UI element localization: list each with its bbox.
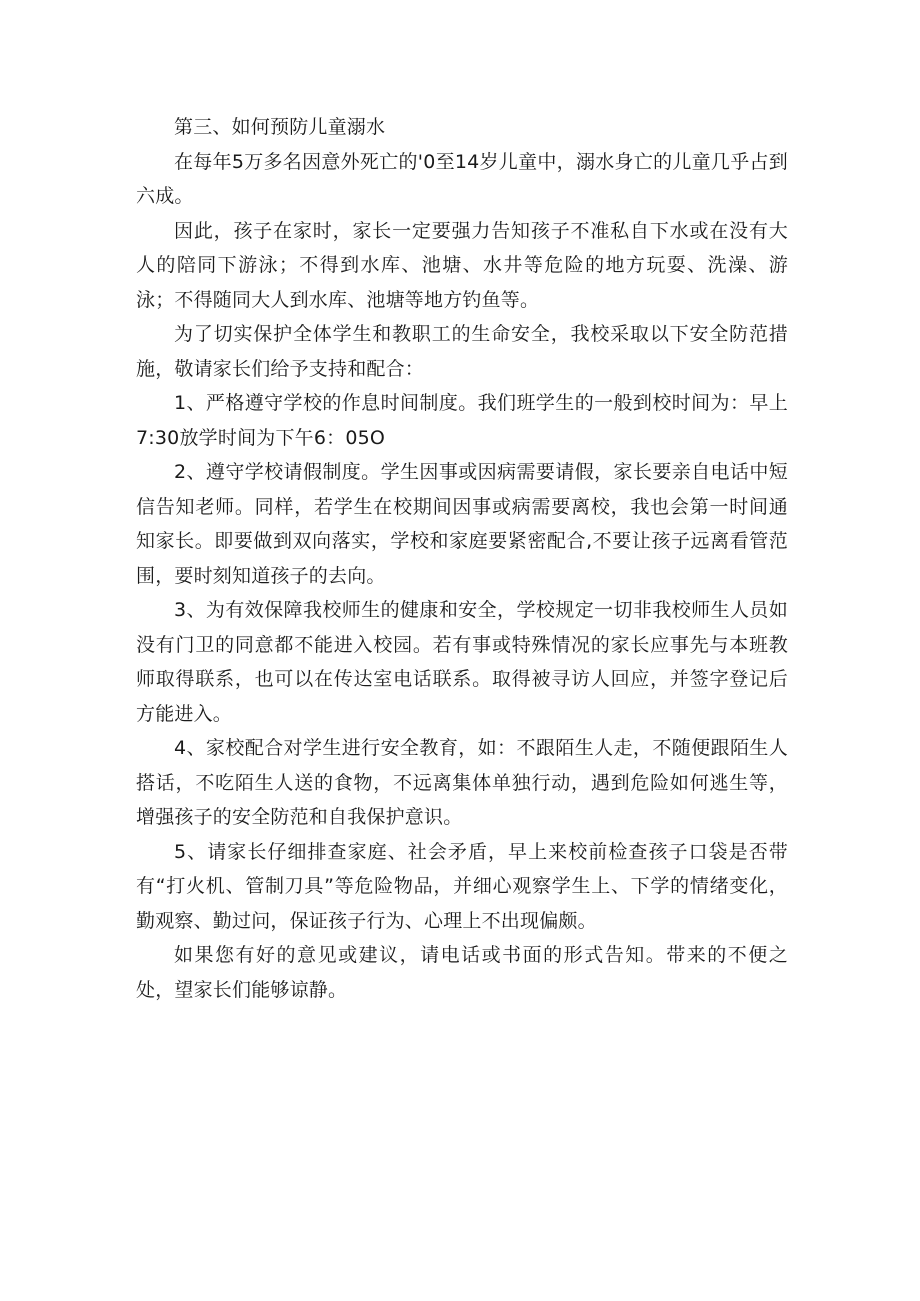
- paragraph-item-4: 4、家校配合对学生进行安全教育，如：不跟陌生人走，不随便跟陌生人搭话，不吃陌生人送的食物，不远离集体单独行动，遇到危险如何逃生等，增强孩子的安全防范和自我保护意识。: [136, 737, 788, 828]
- paragraph-intro: 在每年5万多名因意外死亡的'0至14岁儿童中，溺水身亡的儿童几乎占到六成。: [136, 150, 788, 207]
- document-body: [136, 110, 788, 1007]
- paragraph-item-5: 5、请家长仔细排查家庭、社会矛盾，早上来校前检查孩子口袋是否带有“打火机、管制刀具”等危险物品，并细心观察学生上、下学的情绪变化，勤观察、勤过问，保证孩子行为、心理上不出现偏颇。: [136, 840, 788, 932]
- paragraph-parents-warning: 因此，孩子在家时，家长一定要强力告知孩子不准私自下水或在没有大人的陪同下游泳；不得到水库、池塘、水井等危险的地方玩耍、洗澡、游泳；不得随同大人到水库、池塘等地方钓鱼等。: [136, 219, 788, 311]
- section-title: 第三、如何预防儿童溺水: [174, 116, 386, 138]
- paragraph-item-2: 2、遵守学校请假制度。学生因事或因病需要请假，家长要亲自电话中短信告知老师。同样，若学生在校期间因事或病需要离校，我也会第一时间通知家长。即要做到双向落实，学校和家庭要紧密配合,不要让孩子远离看管范围，要时刻知道孩子的去向。: [136, 461, 788, 587]
- paragraph-closing: 如果您有好的意见或建议，请电话或书面的形式告知。带来的不便之处，望家长们能够谅静。: [136, 944, 788, 1001]
- paragraph-item-1: 1、严格遵守学校的作息时间制度。我们班学生的一般到校时间为：早上7:30放学时间为下午6：05O: [136, 392, 788, 449]
- paragraph-item-3: 3、为有效保障我校师生的健康和安全，学校规定一切非我校师生人员如没有门卫的同意都不能进入校园。若有事或特殊情况的家长应事先与本班教师取得联系，也可以在传达室电话联系。取得被寻访人回应，并签字登记后方能进入。: [136, 599, 788, 725]
- paragraph-measures-intro: 为了切实保护全体学生和教职工的生命安全，我校采取以下安全防范措施，敬请家长们给予支持和配合：: [136, 323, 788, 380]
